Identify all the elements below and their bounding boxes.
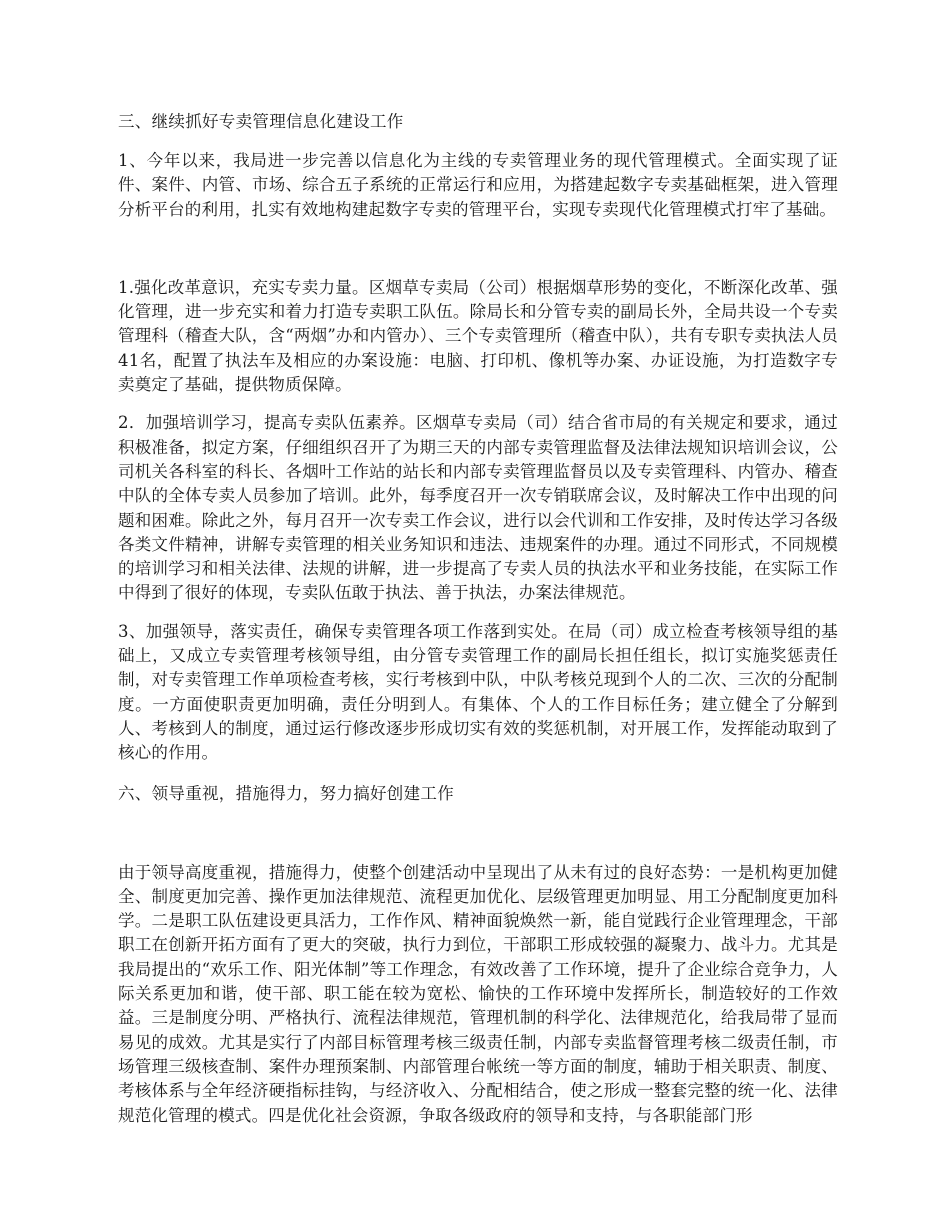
paragraph-creation-results: 由于领导高度重视，措施得力，使整个创建活动中呈现出了从未有过的良好态势：一是机构更加健全、制度更加完善、操作更加法律规范、流程更加优化、层级管理更加明显、用工分配制度更加科学。二是职工队伍建设更具活力，工作作风、精神面貌焕然一新，能自觉践行企业管理理念，干部职工在创新开拓方面有了更大的突破，执行力到位，干部职工形成较强的凝聚力、战斗力。尤其是我局提出的“欢乐工作、阳光体制”等工作理念，有效改善了工作环境，提升了企业综合竞争力，人际关系更加和谐，使干部、职工能在较为宽松、愉快的工作环境中发挥所长，制造较好的工作效益。三是制度分明、严格执行、流程法律规范，管理机制的科学化、法律规范化，给我局带了显而易见的成效。尤其是实行了内部目标管理考核三级责任制，内部专卖监督管理考核二级责任制，市场管理三级核查制、案件办理预案制、内部管理台帐统一等方面的制度，辅助于相关职责、制度、考核体系与全年经济硬指标挂钩，与经济收入、分配相结合，使之形成一整套完整的统一化、法律规范化管理的模式。四是优化社会资源，争取各级政府的领导和支持，与各职能部门形: [118, 862, 838, 1125]
document-page: [118, 108, 838, 1142]
spacer: [118, 236, 838, 276]
paragraph-informatization: 1、今年以来，我局进一步完善以信息化为主线的专卖管理业务的现代管理模式。全面实现了证件、案件、内管、市场、综合五子系统的正常运行和应用，为搭建起数字专卖基础框架，进入管理分析平台的利用，扎实有效地构建起数字专卖的管理平台，实现专卖现代化管理模式打牢了基础。: [118, 151, 838, 219]
paragraph-training: 2．加强培训学习，提高专卖队伍素养。区烟草专卖局（司）结合省市局的有关规定和要求，通过积极准备，拟定方案，仔细组织召开了为期三天的内部专卖管理监督及法律法规知识培训会议，公司机关各科室的科长、各烟叶工作站的站长和内部专卖管理监督员以及专卖管理科、内管办、稽查中队的全体专卖人员参加了培训。此外，每季度召开一次专销联席会议，及时解决工作中出现的问题和困难。除此之外，每月召开一次专卖工作会议，进行以会代训和工作安排，及时传达学习各级各类文件精神，讲解专卖管理的相关业务知识和违法、违规案件的办理。通过不同形式，不同规模的培训学习和相关法律、法规的讲解，进一步提高了专卖人员的执法水平和业务技能，在实际工作中得到了很好的体现，专卖队伍敢于执法、善于执法，办案法律规范。: [118, 413, 838, 603]
paragraph-reform-awareness: 1.强化改革意识，充实专卖力量。区烟草专卖局（公司）根据烟草形势的变化，不断深化改革、强化管理，进一步充实和着力打造专卖职工队伍。除局长和分管专卖的副局长外，全局共设一个专卖管理科（稽查大队，含“两烟”办和内管办）、三个专卖管理所（稽查中队），共有专职专卖执法人员41名，配置了执法车及相应的办案设施：电脑、打印机、像机等办案、办证设施，为打造数字专卖奠定了基础，提供物质保障。: [118, 277, 838, 395]
paragraph-leadership-responsibility: 3、加强领导，落实责任，确保专卖管理各项工作落到实处。在局（司）成立检查考核领导组的基础上，又成立专卖管理考核领导组，由分管专卖管理工作的副局长担任组长，拟订实施奖惩责任制，对专卖管理工作单项检查考核，实行考核到中队，中队考核兑现到个人的二次、三次的分配制度。一方面使职责更加明确，责任分明到人。有集体、个人的工作目标任务；建立健全了分解到人、考核到人的制度，通过运行修改逐步形成切实有效的奖惩机制，对开展工作，发挥能动取到了核心的作用。: [118, 621, 838, 763]
spacer: [118, 821, 838, 861]
section-heading-informatization: 三、继续抓好专卖管理信息化建设工作: [118, 112, 404, 131]
section-heading-leadership: 六、领导重视，措施得力，努力搞好创建工作: [118, 783, 454, 803]
